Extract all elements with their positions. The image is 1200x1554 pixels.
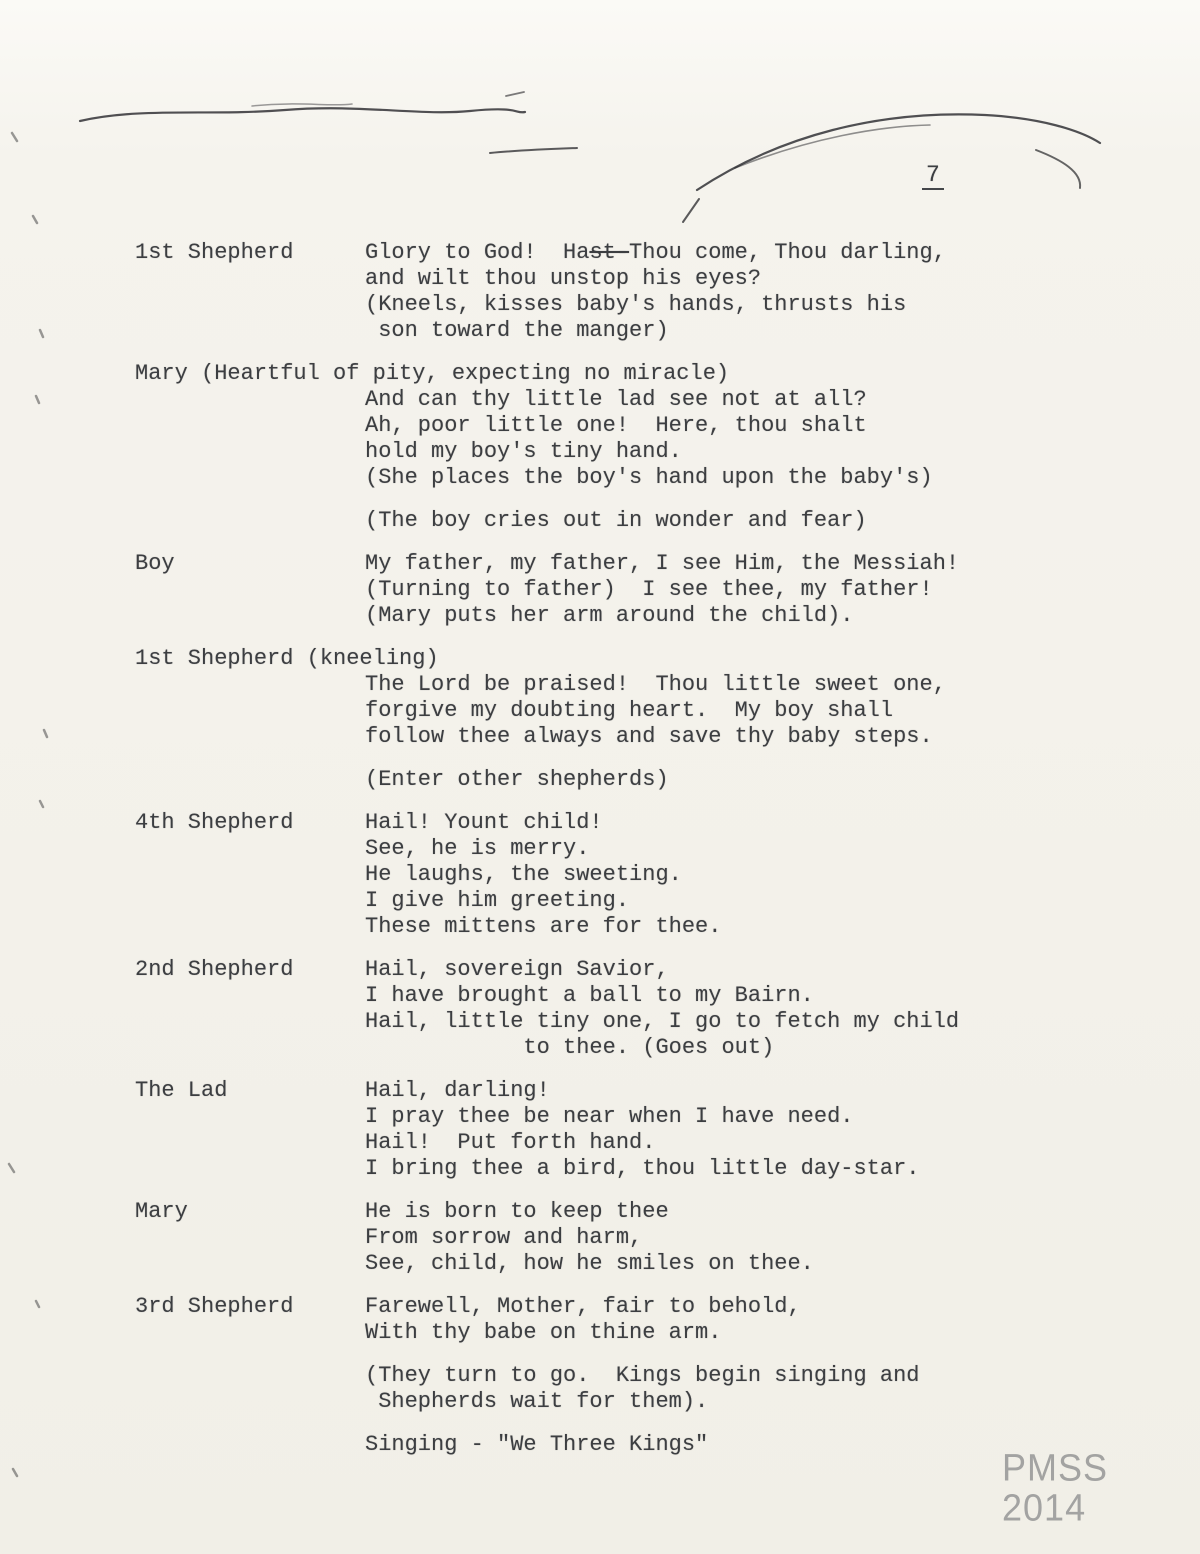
script-line: And can thy little lad see not at all? [365,387,867,412]
script-line: My father, my father, I see Him, the Messiah! [365,551,960,576]
struck-text: st- [589,240,630,265]
watermark: PMSS 2014 [1002,1445,1109,1529]
script-line: With thy babe on thine arm. [365,1320,722,1345]
scratch-mid [490,148,577,153]
edge-speck [40,801,43,807]
script-line: Hail, darling! [365,1078,550,1103]
script-line [365,240,1160,266]
script-line: See, he is merry. [365,836,590,861]
stage-direction [135,508,1160,534]
dialogue-lines [365,767,1160,793]
script-line: (She places the boy's hand upon the baby's) [365,465,933,490]
edge-speck [13,1469,17,1476]
edge-speck [33,216,37,223]
speaker-heading: 1st Shepherd (kneeling) [135,646,439,671]
scratch-right-inner [735,125,930,168]
speaker-label: The Lad [135,1078,228,1103]
script-line: From sorrow and harm, [365,1225,643,1250]
dialogue-lines [365,508,1160,534]
script-line: Hail! Yount child! [365,810,603,835]
stage-direction [135,1363,1160,1415]
script-block [135,646,1160,750]
script-block [135,810,1160,940]
script-line: hold my boy's tiny hand. [365,439,682,464]
dialogue-lines [365,1363,1160,1415]
script-line: Hail! Put forth hand. [365,1130,656,1155]
script-line: These mittens are for thee. [365,914,722,939]
script-line: I have brought a ball to my Bairn. [365,983,814,1008]
script-line: (Turning to father) I see thee, my father! [365,577,933,602]
speaker-label: 4th Shepherd [135,810,294,835]
script-line: Singing - "We Three Kings" [365,1432,709,1457]
page-number: 7 [922,162,944,190]
dialogue-lines [365,957,1160,1061]
script-line: I pray thee be near when I have need. [365,1104,854,1129]
script-line: and wilt thou unstop his eyes? [365,266,762,291]
script-line: (Kneels, kisses baby's hands, thrusts his [365,292,907,317]
script-line: I bring thee a bird, thou little day-star. [365,1156,920,1181]
script-line: to thee. (Goes out) [365,1035,775,1060]
script-line: forgive my doubting heart. My boy shall [365,698,894,723]
scratch-left [80,108,525,121]
speaker-label: Boy [135,551,175,576]
scratch-right-hook [1036,150,1080,188]
script-line: (The boy cries out in wonder and fear) [365,508,867,533]
dialogue-lines [365,810,1160,940]
script-block [135,240,1160,344]
speaker-heading: Mary (Heartful of pity, expecting no miracle) [135,361,730,386]
script-block [135,1199,1160,1277]
speaker-label: Mary [135,1199,188,1224]
script-line: Farewell, Mother, fair to behold, [365,1294,801,1319]
line-fragment: Thou come, Thou darling, [629,240,946,265]
edge-speck [9,1164,14,1172]
script-line: See, child, how he smiles on thee. [365,1251,814,1276]
script-line: Hail, little tiny one, I go to fetch my child [365,1009,960,1034]
speaker-label: 3rd Shepherd [135,1294,294,1319]
dialogue-lines [365,672,1160,750]
edge-speck [36,396,39,403]
script-line: Shepherds wait for them). [365,1389,709,1414]
script-line: He laughs, the sweeting. [365,862,682,887]
edge-speck [44,730,47,737]
script-line: Hail, sovereign Savior, [365,957,669,982]
script-line: follow thee always and save thy baby steps. [365,724,933,749]
scratch-right-curve [697,114,1100,190]
script-block [135,1294,1160,1346]
speaker-label: 1st Shepherd [135,240,294,265]
script-line: Ah, poor little one! Here, thou shalt [365,413,867,438]
edge-speck [36,1301,39,1307]
script-line: (They turn to go. Kings begin singing and [365,1363,920,1388]
dialogue-lines [365,1078,1160,1182]
script-line: The Lord be praised! Thou little sweet one, [365,672,946,697]
script-line: I give him greeting. [365,888,630,913]
script-line: (Enter other shepherds) [365,767,669,792]
dialogue-lines [365,551,1160,629]
line-fragment: Glory to God! Ha [365,240,590,265]
dialogue-lines [365,1294,1160,1346]
script-line: (Mary puts her arm around the child). [365,603,854,628]
dialogue-lines [365,1199,1160,1277]
speaker-label: 2nd Shepherd [135,957,294,982]
scratch-mid-tick [506,92,524,96]
script-block [135,551,1160,629]
stage-direction [135,767,1160,793]
script-body [135,240,1160,1475]
dialogue-lines [365,240,1160,344]
edge-speck [40,330,43,337]
script-block [135,957,1160,1061]
scratch-slash [683,199,699,222]
script-block [135,361,1160,491]
script-block [135,1078,1160,1182]
script-line: He is born to keep thee [365,1199,669,1224]
script-line: son toward the manger) [365,318,669,343]
dialogue-lines [365,387,1160,491]
edge-speck [12,133,17,141]
scratch-left-faint [252,104,352,106]
